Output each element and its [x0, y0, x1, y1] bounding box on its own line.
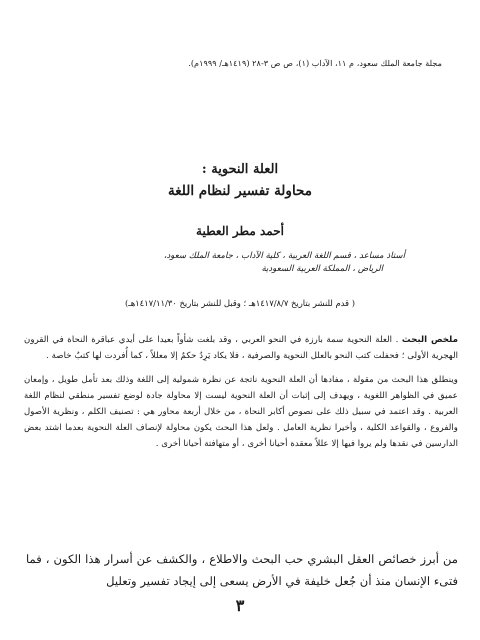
- affiliation-line-1: أستاذ مساعد ، قسم اللغة العربية ، كلية الآداب ، جامعة الملك سعود،: [163, 251, 405, 261]
- title-line-1: العلة النحوية :: [201, 162, 279, 177]
- affiliation-line-2: الرياض ، المملكة العربية السعودية: [261, 264, 383, 274]
- abstract-text-1: . العلة النحوية سمة بارزة في النحو العربي ، وقد بلغت شأواً بعيدا على أيدي عباقرة النحاة في القرون الهجرية الأولى ؛ فحفلت كتب النحو بالعلل النحوية والصرفية ، فلا يكاد يَرِدُ حكمٌ إلا معللاً ، كما أُفردت لها كتبٌ خاصة .: [24, 335, 458, 361]
- abstract: [24, 332, 458, 460]
- article-title: [40, 160, 440, 202]
- abstract-paragraph-2: وينطلق هذا البحث من مقولة ، مفادها أن العلة النحوية ناتجة عن نظرة شمولية إلى اللغة وذلك بعد تأمل طويل ، وإمعان عميق في الظواهر اللغوية ، ويهدف إلى إثبات أن العلة النحوية ليست إلا محاولة جادة لوضع تفسير منطقي لنظام اللغة العربية . وقد اعتمد في سبيل ذلك على نصوص أكابر النحاة ، من خلال أربعة محاور هي : تصنيف الكلم ، ونظرية الأصول والفروع ، والقواعد الكلية ، وأخيرا نظرية العامل . ولعل هذا البحث يكون محاولة لإنصاف العلة النحوية بعدما اشتد بعض الدارسين في نقدها ولم يروا فيها إلا عللاً معقدة أحيانا أخرى ، أو متهافتة أحيانا أخرى .: [24, 375, 458, 449]
- author-affiliation: [70, 250, 405, 276]
- title-line-2: محاولة تفسير لنظام اللغة: [168, 183, 312, 199]
- abstract-label: ملخص البحث: [401, 335, 458, 345]
- author-name: أحمد مطر العطية: [196, 224, 284, 238]
- page-number: ٣: [235, 596, 245, 615]
- abstract-paragraph-1: [24, 332, 458, 364]
- submission-dates: ( قدم للنشر بتاريخ ١٤١٧/٨/٧هـ ؛ وقبل للنشر بتاريخ ١٤١٧/١١/٣٠هـ): [125, 298, 355, 308]
- journal-citation: مجلة جامعة الملك سعود، م ١١، الآداب (١)، ص ص ٣-٢٨ (١٤١٩هـ/ ١٩٩٩م).: [188, 58, 442, 68]
- body-paragraph: من أبرز خصائص العقل البشري حب البحث والاطلاع ، والكشف عن أسرار هذا الكون ، فما فتىء الإنسان منذ أن جُعل خليفة في الأرض يسعى إلى إيجاد تفسير وتعليل: [26, 552, 458, 588]
